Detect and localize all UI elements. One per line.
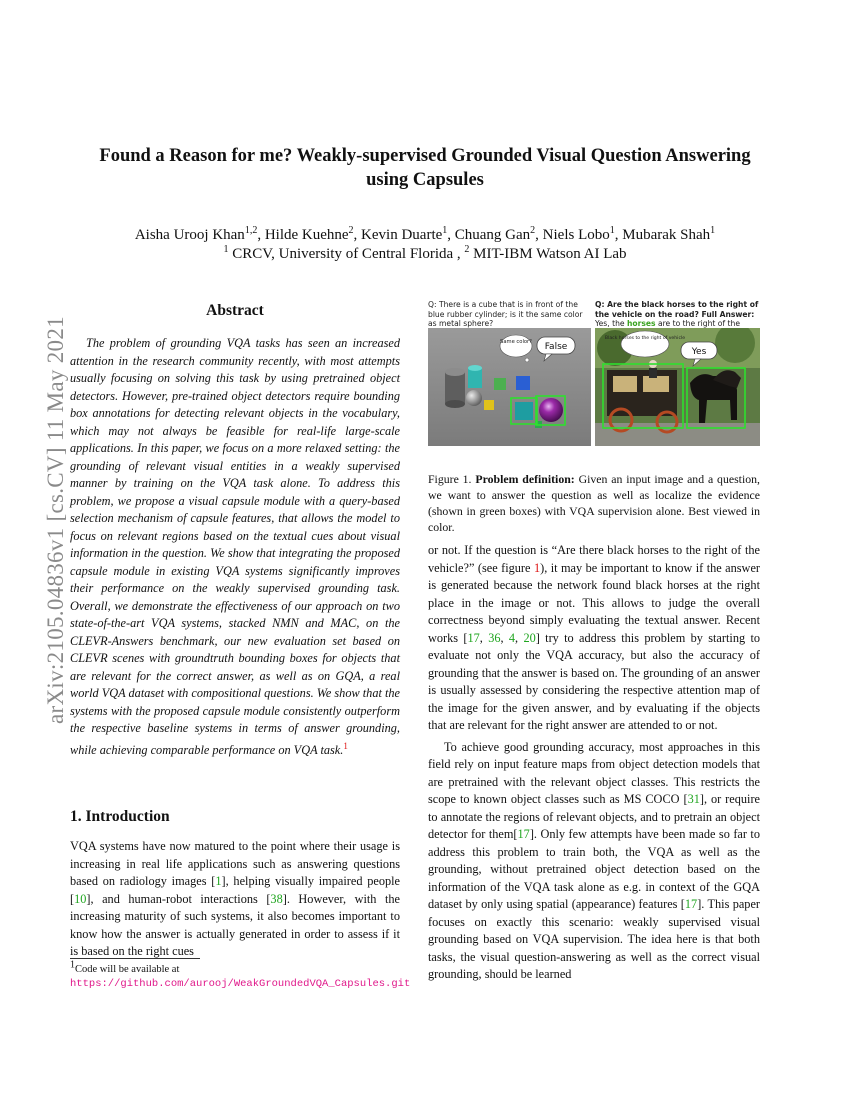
figure-1-caption xyxy=(428,471,760,535)
footnote-mark: 1 xyxy=(70,959,75,971)
author-name: Hilde Kuehne xyxy=(264,227,349,243)
caption-text: Given an input image and a question, we want to answer the question as well as localize the evidence (shown in green boxes) with VQA supervision alone. Best viewed in color. xyxy=(428,472,760,534)
abstract-heading: Abstract xyxy=(206,302,264,319)
figure-1 xyxy=(428,298,760,446)
question-text: Q: Are the black horses to the right of the vehicle on the road? xyxy=(595,300,759,319)
author-name: Chuang Gan xyxy=(454,227,531,243)
bubble-thought-text: Black horses to the right of vehicle xyxy=(604,336,686,341)
text-run: ]. This paper focuses on exactly this scenario: weakly supervised visual grounding based on VQA supervision. The idea here is that both tasks, the visual question-answering as well as the correct visual grounding, should be learned xyxy=(428,897,760,981)
answer-text: Yes, the xyxy=(595,319,627,328)
answer-text: are to the right of the xyxy=(655,319,741,328)
author-list: Aisha Urooj Khan$^{1,2}$, Hilde Kuehne$^2$, Kevin Duarte$^1$, Chuang Gan$^2$, Niels Lobo$^1$, Mubarak Shah$^1$ xyxy=(134,225,716,243)
text-run: ), it may be important to know if the answer is generated because the network found black horses at the right place in the image or not. This allows to judge the overall correctness beyond simply evaluating the textual answer. Recent works [ xyxy=(428,560,760,645)
caption-bold-title: Problem definition: xyxy=(475,472,575,486)
paragraph: or not. If the question is “Are there black horses to the right of the vehicle?” (see figure 1), it may be important to know if the answer is generated because the network found black horses at the right place in the image or not. This allows to judge the overall correctness beyond simply evaluating the textual answer. Recent works [17, 36, 4, 20] try to address this problem by starting to evaluate not only the VQA accuracy, but also the accuracy of grounding that the answer is based on. The grounding of an answer is usually assessed by considering the respective attention map of the image for the given answer, and by evaluating if the objects that are relevant for the right answer are attended to or not. xyxy=(428,543,761,732)
text-run: ], helping visually impaired people [ xyxy=(70,874,400,906)
paragraph xyxy=(428,739,760,984)
text-run: or not. If the question is “Are there black horses to the right of the vehicle?” (see figure xyxy=(428,543,760,575)
right-column-body xyxy=(428,542,760,984)
bubble-thought-text: Same color? xyxy=(500,339,532,345)
footnote-divider xyxy=(70,958,200,959)
citation-link[interactable]: 31 xyxy=(687,792,700,806)
text-run: To achieve good grounding accuracy, most approaches in this field rely on input feature maps from object detection models that are pretrained with the relevant object classes. This restricts the scope to known object classes such as MS COCO [ xyxy=(428,739,760,806)
text-run: ], or require to annotate the regions of relevant objects, and to pretrain an object detector for them[ xyxy=(428,792,760,841)
author-name: Kevin Duarte xyxy=(361,227,443,243)
author-affil-mark: 1 xyxy=(442,225,448,236)
text-run: VQA systems have now matured to the point where their usage is increasing in real life applications such as answering questions based on radiology images [ xyxy=(70,839,400,888)
author-name: Niels Lobo xyxy=(542,227,610,243)
full-answer-label: Full Answer: xyxy=(701,309,755,319)
affiliation-list xyxy=(60,246,790,263)
introduction-paragraph xyxy=(70,838,400,961)
section-heading-introduction: 1. Introduction xyxy=(70,808,170,825)
figure-left-question: Q: There is a cube that is in front of the blue rubber cylinder; is it the same color as metal sphere? xyxy=(428,300,583,328)
author-affil-mark: 1 xyxy=(609,225,615,236)
footnote-link[interactable]: 1 xyxy=(343,740,348,751)
code-repo-link[interactable]: https://github.com/aurooj/WeakGroundedVQA_Capsules.git xyxy=(70,978,411,990)
paper-title: Found a Reason for me? Weakly-supervised Grounded Visual Question Answering using Capsules xyxy=(99,146,751,190)
author-name: Aisha Urooj Khan xyxy=(134,227,245,243)
affiliation-name: CRCV, University of Central Florida , xyxy=(232,246,461,262)
gqa-carriage-image xyxy=(595,328,760,446)
figure-ref-link[interactable]: 1 xyxy=(533,560,541,575)
text-run: ]. Only few attempts have been made so far to address this problem to train both, the VQA as well as the grounding, without pretrained object detection based on the information of the VQA task alone as e.g. in context of the GQA dataset by only using spatial (appearance) features [ xyxy=(428,827,760,911)
citation-link[interactable]: 10 xyxy=(74,891,87,906)
citation-link[interactable]: 17 xyxy=(517,827,530,841)
citation-link[interactable]: 38 xyxy=(270,891,283,906)
affiliation-name: MIT-IBM Watson AI Lab xyxy=(473,246,627,262)
footnote xyxy=(70,959,411,991)
author-affil-mark: 2 xyxy=(348,225,354,236)
citation-link[interactable]: 20 xyxy=(523,630,536,645)
citation-link[interactable]: 4 xyxy=(508,630,516,645)
author-affil-mark: 1 xyxy=(710,225,716,236)
abstract-paragraph: The problem of grounding VQA tasks has seen an increased attention in the research community recently, with most attempts usually focusing on solving this task by using pretrained object detectors. However, pre-trained object detectors require bounding box annotations for detecting relevant objects in the vocabulary, which may not always be feasible for real-life large-scale applications. In this paper, we focus on a more relaxed setting: the grounding of relevant visual entities in a weakly supervised manner by training on the VQA task alone. To address this problem, we propose a visual capsule module with a query-based selection mechanism of capsule features, that allows the model to focus on relevant regions based on the textual cues about visual information in the question. We show that integrating the proposed capsule module in existing VQA systems significantly improves their performance on the weakly supervised grounding task. Overall, we demonstrate the effectiveness of our approach on two state-of-the-art VQA systems, stacked NMN and MAC, on the CLEVR-Answers benchmark, our new evaluation set based on CLEVR scenes with groundtruth bounding boxes for objects that are relevant for the correct answer, as well as on GQA, a real world VQA dataset with compositional questions. We show that the systems with the proposed capsule module consistently outperform the respective baseline systems in terms of answer grounding, while achieving comparable performance on VQA task. xyxy=(70,336,400,757)
arxiv-identifier: arXiv:2105.04836v1 [cs.CV] 11 May 2021 xyxy=(43,316,68,724)
author-affil-mark: 1,2 xyxy=(244,225,258,236)
citation-link[interactable]: 1 xyxy=(215,874,222,888)
author-name: Mubarak Shah xyxy=(622,227,711,243)
author-affil-mark: 2 xyxy=(530,225,536,236)
text-run: ]. However, with the increasing maturity of such systems, it also becomes important to know how the answer is actually generated in order to assess if it is based on the right cues xyxy=(70,891,400,958)
text-run: ] try to address this problem by starting to evaluate not only the VQA accuracy, but also the accuracy of grounding that the answer is based on. The grounding of an answer is usually assessed by considering the respective attention map of the image for the given answer, and by evaluating if the objects that are relevant for the right answer are attended to or not. xyxy=(428,630,761,732)
bubble-answer-text: False xyxy=(544,342,568,352)
footnote-text: Code will be available at xyxy=(75,964,180,975)
text-run: ], and human-robot interactions [ xyxy=(86,891,271,906)
bubble-answer-text: Yes xyxy=(691,347,707,357)
citation-link[interactable]: 17 xyxy=(467,630,480,645)
clevr-scene-image xyxy=(428,328,591,446)
caption-label: Figure 1. xyxy=(428,472,472,486)
highlight-horses: horses xyxy=(626,319,656,328)
affil-mark: 1 xyxy=(223,244,229,255)
affil-mark: 2 xyxy=(464,244,470,255)
abstract-text xyxy=(70,335,400,759)
citation-link[interactable]: 36 xyxy=(488,630,501,645)
citation-link[interactable]: 17 xyxy=(684,897,698,911)
